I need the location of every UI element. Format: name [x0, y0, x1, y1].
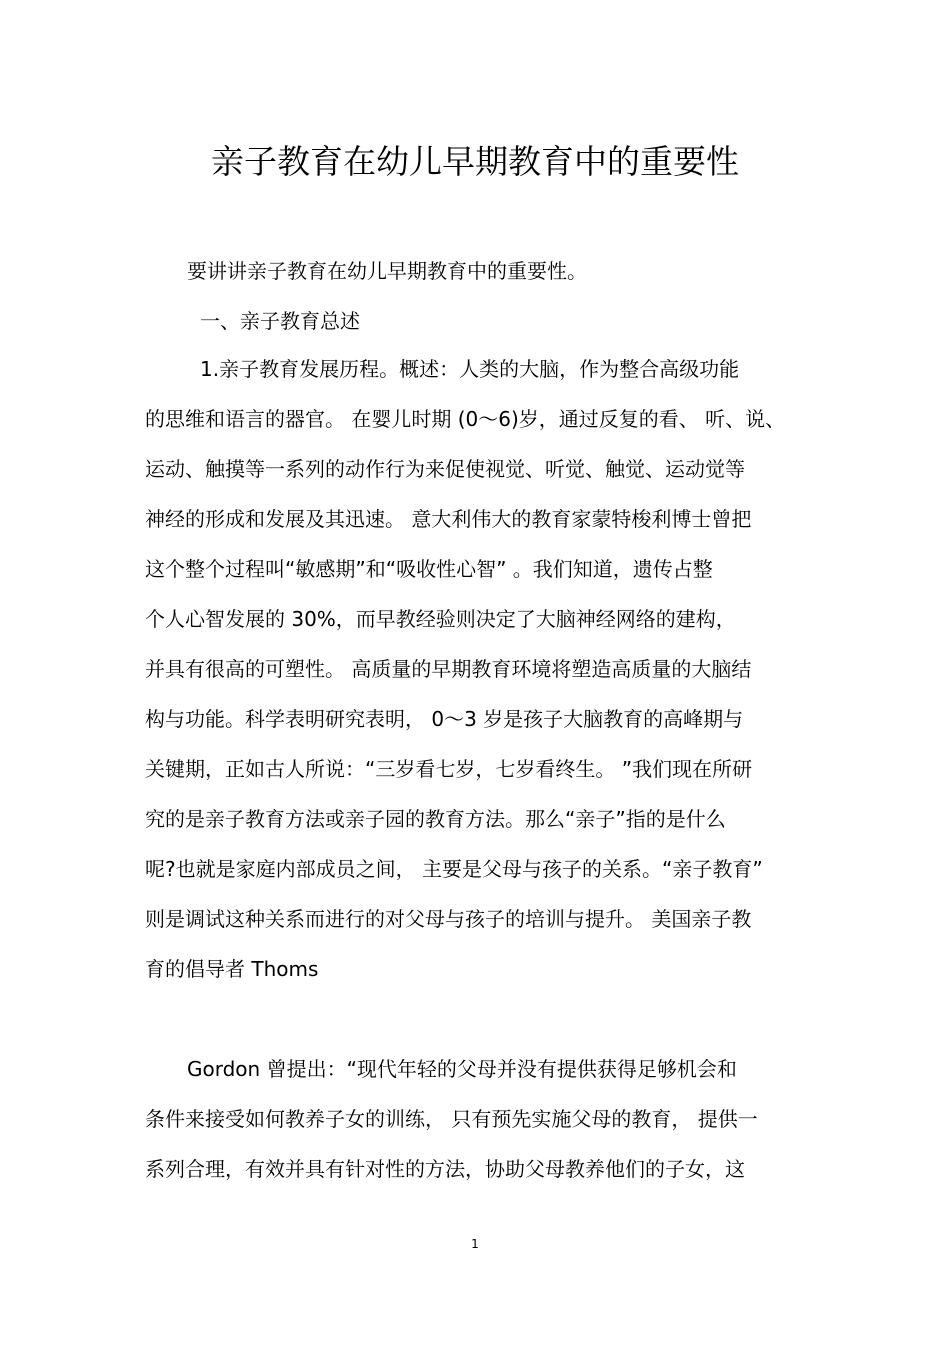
paragraph-line: Gordon 曾提出：“现代年轻的父母并没有提供获得足够机会和 [187, 1057, 737, 1081]
paragraph-line: 呢?也就是家庭内部成员之间， 主要是父母与孩子的关系。“亲子教育” [145, 857, 763, 881]
paragraph-line: 要讲讲亲子教育在幼儿早期教育中的重要性。 [187, 259, 587, 283]
paragraph-line: 条件来接受如何教养子女的训练， 只有预先实施父母的教育， 提供一 [145, 1107, 758, 1131]
section-heading: 一、亲子教育总述 [200, 309, 360, 333]
paragraph-line: 个人心智发展的 30%，而早教经验则决定了大脑神经网络的建构， [145, 607, 736, 631]
paragraph-line: 关键期，正如古人所说：“三岁看七岁，七岁看终生。 ”我们现在所研 [145, 757, 753, 781]
page-number: 1 [471, 1237, 479, 1251]
paragraph-line: 神经的形成和发展及其迅速。 意大利伟大的教育家蒙特梭利博士曾把 [145, 507, 752, 531]
paragraph-line: 这个整个过程叫“敏感期”和“吸收性心智” 。我们知道，遗传占整 [145, 557, 713, 581]
paragraph-line: 1.亲子教育发展历程。概述：人类的大脑，作为整合高级功能 [200, 357, 740, 381]
paragraph-line: 运动、触摸等一系列的动作行为来促使视觉、听觉、触觉、运动觉等 [145, 457, 745, 481]
paragraph-line: 构与功能。科学表明研究表明， 0～3 岁是孩子大脑教育的高峰期与 [145, 707, 744, 731]
paragraph-line: 并具有很高的可塑性。 高质量的早期教育环境将塑造高质量的大脑结 [145, 657, 752, 681]
paragraph-line: 的思维和语言的器官。 在婴儿时期 (0～6)岁，通过反复的看、 听、说、 [145, 407, 786, 431]
document-title: 亲子教育在幼儿早期教育中的重要性 [211, 142, 739, 181]
paragraph-line: 究的是亲子教育方法或亲子园的教育方法。那么“亲子”指的是什么 [145, 807, 726, 831]
paragraph-line: 育的倡导者 Thoms [145, 957, 319, 981]
paragraph-line: 系列合理，有效并具有针对性的方法，协助父母教养他们的子女，这 [145, 1157, 745, 1181]
paragraph-line: 则是调试这种关系而进行的对父母与孩子的培训与提升。 美国亲子教 [145, 907, 752, 931]
